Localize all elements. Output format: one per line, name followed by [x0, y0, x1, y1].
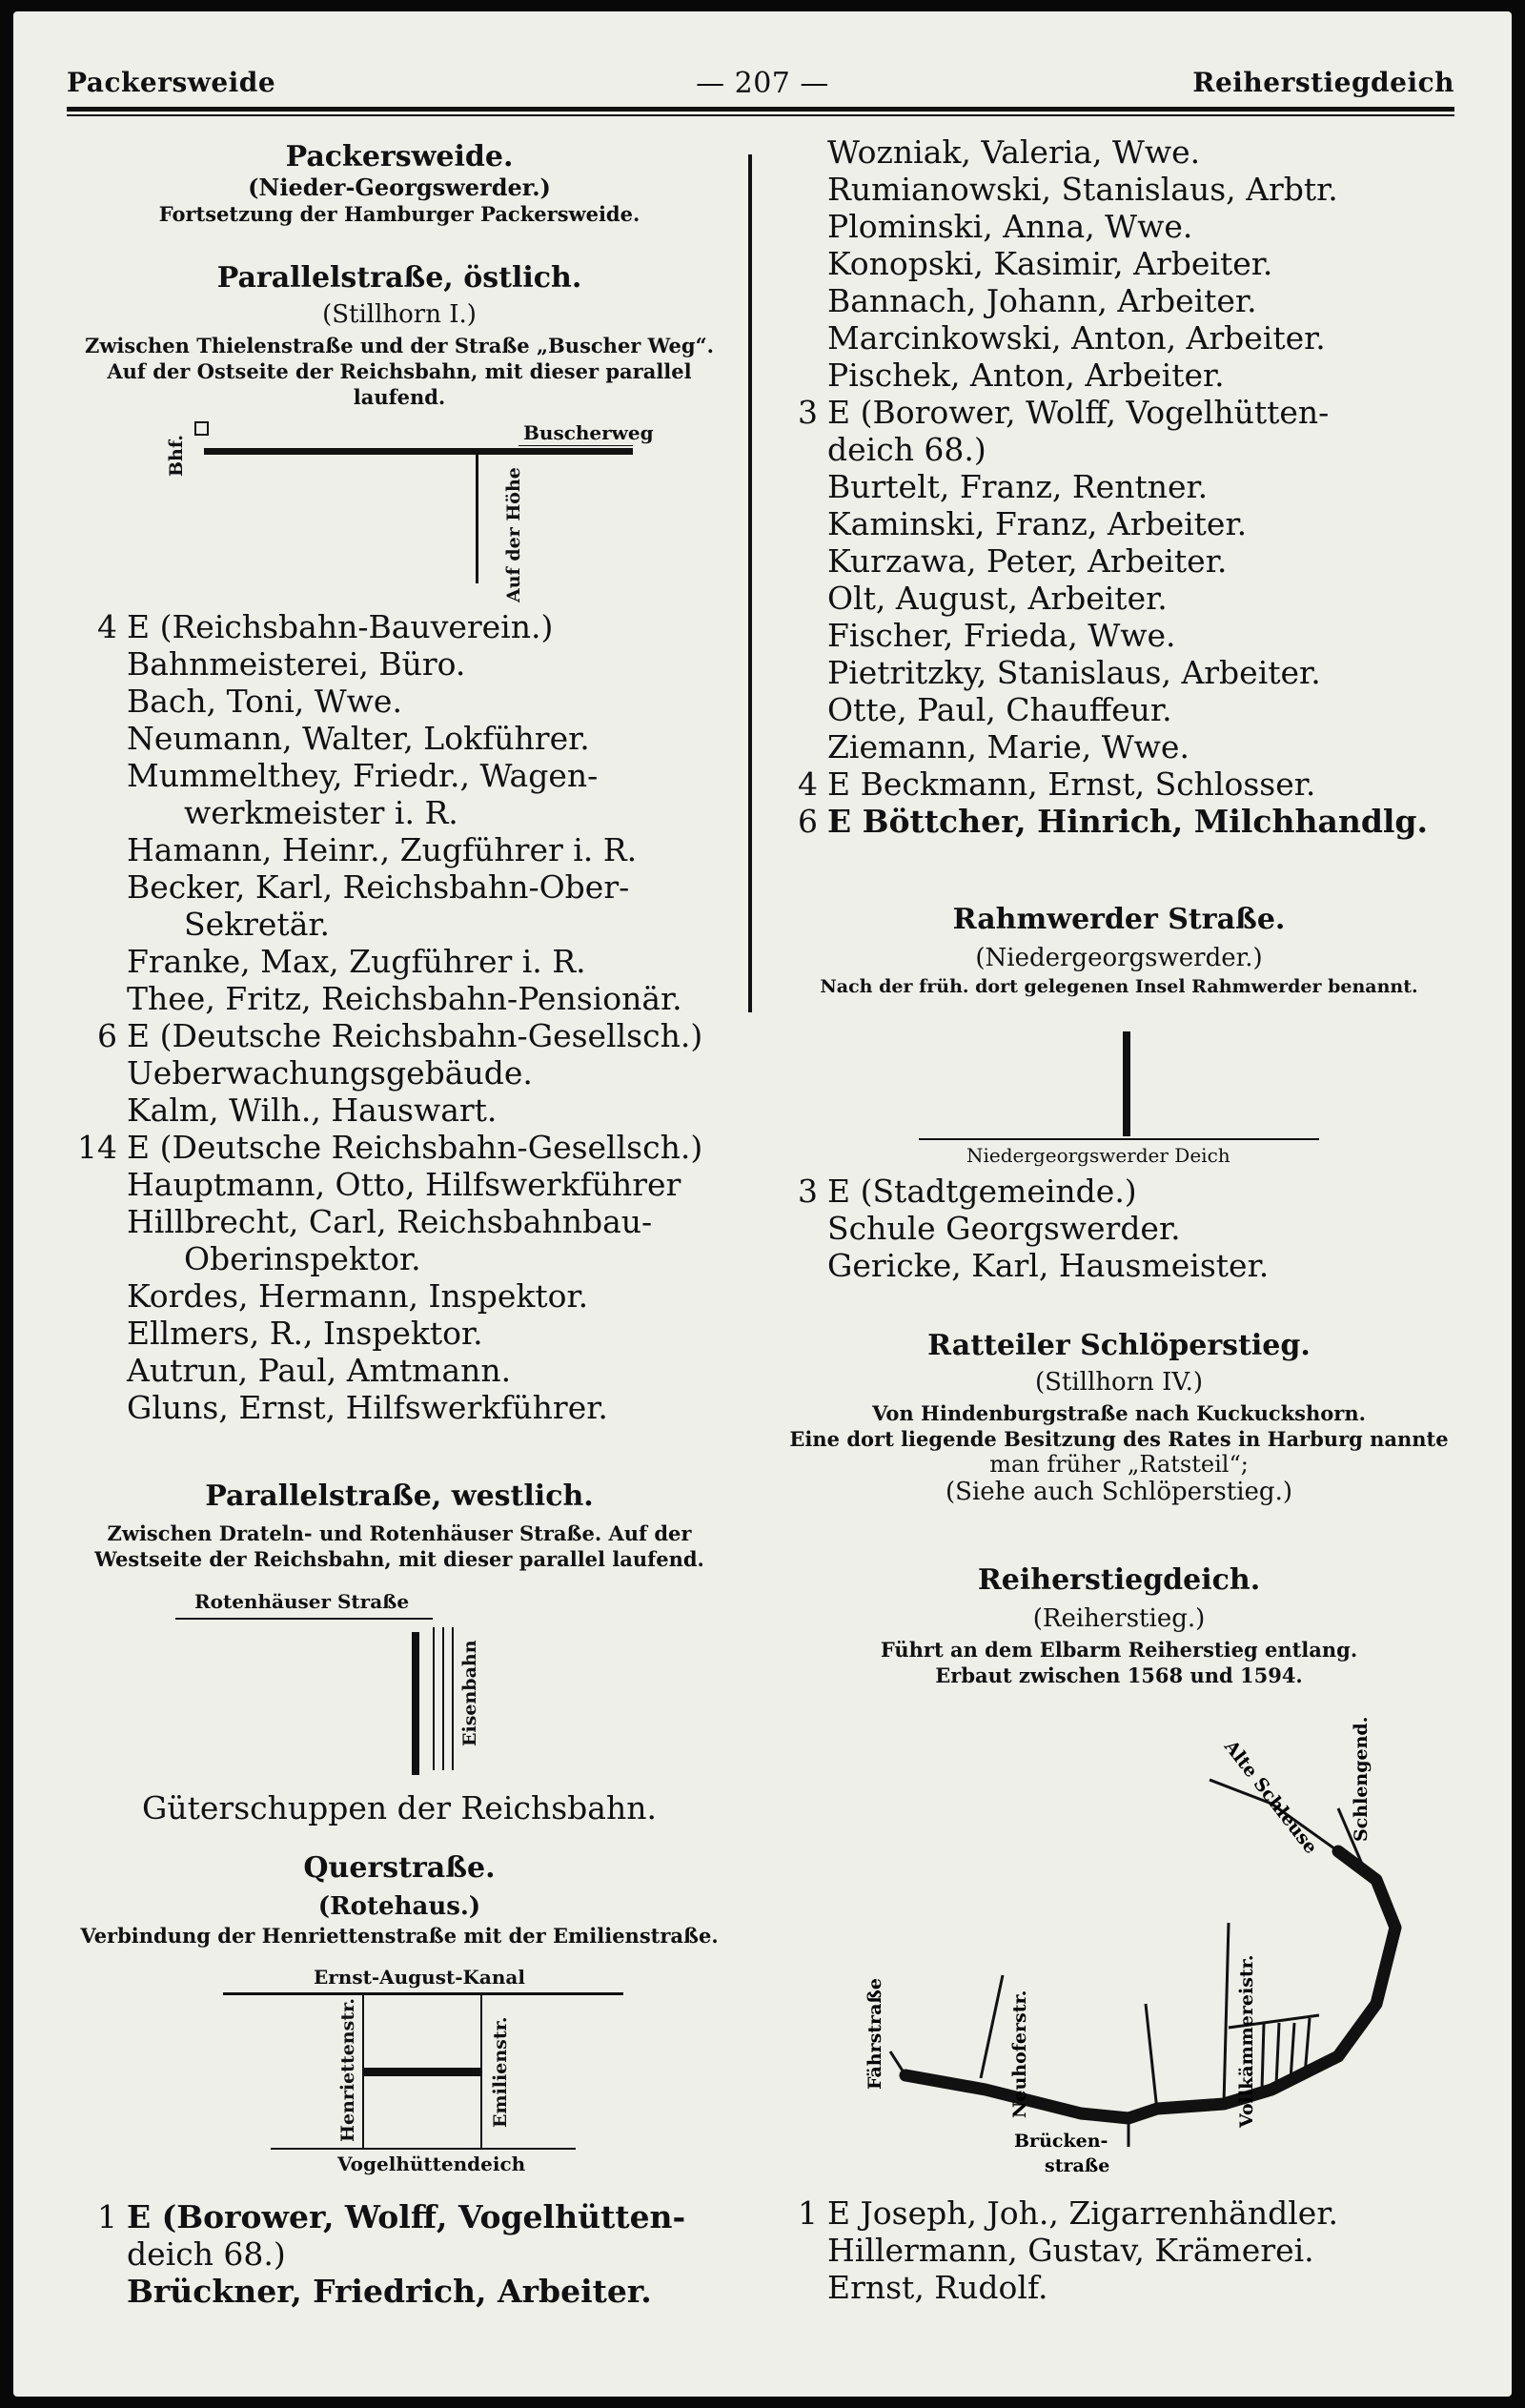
- section-subtitle: (Nieder-Georgswerder.): [248, 173, 551, 201]
- list-item: Bannach, Johann, Arbeiter.: [827, 282, 1257, 319]
- section-note: Westseite der Reichsbahn, mit dieser parallel laufend.: [94, 1547, 704, 1571]
- list-item: Ellmers, R., Inspektor.: [127, 1315, 483, 1352]
- section-title: Ratteiler Schlöperstieg.: [927, 1329, 1311, 1362]
- list-item: Neumann, Walter, Lokführer.: [127, 720, 590, 757]
- map-street: [981, 1975, 1003, 2078]
- list-item: Gluns, Ernst, Hilfswerkführer.: [127, 1389, 608, 1426]
- list-item: Ernst, Rudolf.: [827, 2269, 1048, 2306]
- map-label: Schlengend.: [1351, 1716, 1372, 1842]
- list-item: Otte, Paul, Chauffeur.: [827, 691, 1172, 728]
- list-item: Rumianowski, Stanislaus, Arbtr.: [827, 171, 1338, 208]
- section-reiherstiegdeich: [766, 1563, 1472, 1688]
- list-item: Marcinkowski, Anton, Arbeiter.: [827, 319, 1326, 357]
- list-item: Hamann, Heinr., Zugführer i. R.: [127, 831, 638, 868]
- section-ratteiler: [766, 1329, 1472, 1506]
- section-note: Verbindung der Henriettenstraße mit der Emilienstraße.: [80, 1924, 719, 1948]
- section-subtitle: (Niedergeorgswerder.): [975, 944, 1263, 972]
- list-item: werkmeister i. R.: [184, 794, 458, 831]
- list-item: Pietritzky, Stanislaus, Arbeiter.: [827, 654, 1321, 691]
- list-item: 4 E Beckmann, Ernst, Schlosser.: [798, 765, 1316, 803]
- list-item: Kurzawa, Peter, Arbeiter.: [827, 542, 1228, 580]
- map-street: [480, 1995, 482, 2148]
- map-label: Emilienstr.: [490, 2016, 511, 2128]
- section-parallel-ost: [71, 261, 728, 410]
- street-map: [909, 1031, 1338, 1136]
- list-item: Bach, Toni, Wwe.: [127, 683, 402, 720]
- list-item: 6 E (Deutsche Reichsbahn-Gesellsch.): [97, 1017, 703, 1054]
- list-item: Mummelthey, Friedr., Wagen-: [127, 757, 599, 794]
- list-item: Sekretär.: [184, 906, 331, 943]
- entry-list: [75, 2198, 685, 2310]
- list-item: Burtelt, Franz, Rentner.: [827, 468, 1209, 505]
- list-item: 3 E (Borower, Wolff, Vogelhütten-: [798, 394, 1330, 431]
- list-item: 14 E (Deutsche Reichsbahn-Gesellsch.): [77, 1129, 703, 1166]
- section-title: Parallelstraße, östlich.: [216, 261, 582, 295]
- header-rule: [67, 107, 1454, 112]
- list-item: Schule Georgswerder.: [827, 1210, 1181, 1247]
- list-item: Brückner, Friedrich, Arbeiter.: [127, 2273, 652, 2310]
- list-item: Bahnmeisterei, Büro.: [127, 645, 466, 683]
- map-label: Alte Schleuse: [1220, 1736, 1322, 1858]
- entry-list: [776, 2194, 1338, 2306]
- section-subtitle: (Reiherstieg.): [1032, 1604, 1206, 1633]
- map-label: Bhf.: [166, 435, 187, 477]
- list-item: Hauptmann, Otto, Hilfswerkführer: [127, 1166, 681, 1203]
- reiherstiegdeich-map: [843, 1699, 1453, 2214]
- list-item: Thee, Fritz, Reichsbahn-Pensionär.: [127, 980, 682, 1017]
- map-street: [476, 455, 478, 583]
- map-label: Brücken-: [1014, 2131, 1108, 2152]
- map-street: [175, 1618, 433, 1620]
- street-map: [214, 1966, 652, 2185]
- section-packersweide: [71, 140, 728, 227]
- street-map: [156, 1584, 557, 1775]
- list-item: Franke, Max, Zugführer i. R.: [127, 943, 586, 980]
- list-item: Ueberwachungsgebäude.: [127, 1054, 533, 1092]
- map-street: [364, 2068, 480, 2076]
- list-item: Oberinspektor.: [184, 1240, 421, 1277]
- list-item: 6 E Böttcher, Hinrich, Milchhandlg.: [798, 803, 1428, 840]
- map-street: [905, 1851, 1395, 2118]
- section-subtitle: (Stillhorn IV.): [1034, 1368, 1204, 1397]
- section-note: Auf der Ostseite der Reichsbahn, mit dieser parallel laufend.: [107, 359, 692, 409]
- map-label: Fährstraße: [864, 1978, 885, 2090]
- list-item: Fischer, Frieda, Wwe.: [827, 617, 1176, 654]
- map-street: [1276, 2023, 1279, 2085]
- map-rail: [433, 1627, 435, 1770]
- map-label: Ernst-August-Kanal: [314, 1966, 525, 1989]
- column-divider: [748, 154, 752, 1012]
- list-item: 1 E Joseph, Joh., Zigarrenhändler.: [798, 2194, 1338, 2232]
- section-note: (Siehe auch Schlöperstieg.): [946, 1478, 1292, 1506]
- list-item: deich 68.): [127, 2235, 286, 2273]
- map-rail: [442, 1627, 444, 1770]
- section-title: Reiherstiegdeich.: [977, 1563, 1261, 1597]
- list-item: 3 E (Stadtgemeinde.): [798, 1173, 1137, 1210]
- map-street: [1123, 1031, 1130, 1136]
- section-note: Fortsetzung der Hamburger Packersweide.: [158, 202, 640, 226]
- section-note: Erbaut zwischen 1568 und 1594.: [935, 1663, 1303, 1687]
- map-street: [1291, 2023, 1294, 2080]
- list-item: Kalm, Wilh., Hauswart.: [127, 1092, 498, 1129]
- section-note: Nach der früh. dort gelegenen Insel Rahmwerder benannt.: [820, 976, 1418, 997]
- list-item: Autrun, Paul, Amtmann.: [127, 1352, 512, 1389]
- section-note: man früher „Ratsteil“;: [989, 1451, 1249, 1478]
- map-label: Rotenhäuser Straße: [194, 1590, 410, 1613]
- list-item: Hillbrecht, Carl, Reichsbahnbau-: [127, 1203, 653, 1240]
- list-item: Plominski, Anna, Wwe.: [827, 208, 1193, 245]
- section-rahmwerder: [766, 903, 1472, 1000]
- map-street: [204, 448, 633, 455]
- section-note: Von Hindenburgstraße nach Kuckuckshorn.: [872, 1401, 1366, 1425]
- map-label: Buscherweg: [523, 421, 654, 444]
- running-head-left: Packersweide: [67, 67, 276, 98]
- map-street: [919, 1138, 1319, 1140]
- map-label: Vogelhüttendeich: [337, 2153, 526, 2175]
- list-item: Kordes, Hermann, Inspektor.: [127, 1277, 589, 1315]
- map-street: [890, 2051, 905, 2075]
- map-street: [1224, 1923, 1229, 2104]
- section-subtitle: (Stillhorn I.): [322, 300, 477, 329]
- section-note: Zwischen Drateln- und Rotenhäuser Straße. Auf der: [107, 1521, 692, 1545]
- list-item: Olt, August, Arbeiter.: [827, 580, 1168, 617]
- list-item: Gericke, Karl, Hausmeister.: [827, 1247, 1270, 1284]
- map-street: [271, 2148, 576, 2150]
- map-street: [1146, 2004, 1157, 2111]
- section-title: Rahmwerder Straße.: [952, 903, 1286, 936]
- street-map: [147, 419, 661, 610]
- map-label: Auf der Höhe: [503, 467, 524, 602]
- section-note: Eine dort liegende Besitzung des Rates in Harburg nannte: [789, 1427, 1449, 1451]
- list-item: Konopski, Kasimir, Arbeiter.: [827, 245, 1273, 282]
- map-label: Niedergeorgswerder Deich: [966, 1144, 1230, 1167]
- list-item: 1 E (Borower, Wolff, Vogelhütten-: [97, 2198, 686, 2235]
- section-title: Packersweide.: [285, 140, 514, 173]
- map-street: [1262, 2023, 1264, 2090]
- document-page: [13, 11, 1512, 2397]
- entry-line: Güterschuppen der Reichsbahn.: [142, 1789, 657, 1826]
- entry-list: [776, 133, 1428, 840]
- map-label: Henriettenstr.: [337, 1998, 358, 2142]
- section-parallel-west: [71, 1479, 728, 1572]
- map-rail: [452, 1627, 454, 1770]
- section-querstrasse: [71, 1851, 728, 1949]
- entry-list: [776, 1173, 1269, 1284]
- list-item: Wozniak, Valeria, Wwe.: [827, 133, 1201, 171]
- section-note: Führt an dem Elbarm Reiherstieg entlang.: [880, 1638, 1358, 1662]
- station-marker: [194, 421, 209, 436]
- map-canal: [223, 1992, 623, 1995]
- running-head-right: Reiherstiegdeich: [1192, 67, 1454, 98]
- list-item: 4 E (Reichsbahn-Bauverein.): [97, 608, 554, 645]
- list-item: deich 68.): [827, 431, 986, 468]
- map-label: Eisenbahn: [459, 1640, 480, 1746]
- section-note: Zwischen Thielenstraße und der Straße „Buscher Weg“.: [85, 334, 714, 357]
- map-street: [412, 1632, 419, 1775]
- section-title: Querstraße.: [303, 1851, 496, 1885]
- entry-list: [75, 608, 702, 1426]
- section-title: Parallelstraße, westlich.: [205, 1479, 594, 1513]
- header-rule-thin: [67, 114, 1454, 116]
- map-label: straße: [1045, 2155, 1110, 2176]
- list-item: Ziemann, Marie, Wwe.: [827, 728, 1190, 765]
- section-subtitle: (Rotehaus.): [317, 1892, 481, 1921]
- map-label: Neuhoferstr.: [1009, 1990, 1030, 2118]
- list-item: Becker, Karl, Reichsbahn-Ober-: [127, 868, 630, 906]
- list-item: Kaminski, Franz, Arbeiter.: [827, 505, 1248, 542]
- page-number: — 207 —: [696, 67, 829, 100]
- list-item: Pischek, Anton, Arbeiter.: [827, 357, 1225, 394]
- map-label: Vollkämmereistr.: [1236, 1954, 1257, 2128]
- list-item: Hillermann, Gustav, Krämerei.: [827, 2232, 1314, 2269]
- map-street: [518, 445, 633, 446]
